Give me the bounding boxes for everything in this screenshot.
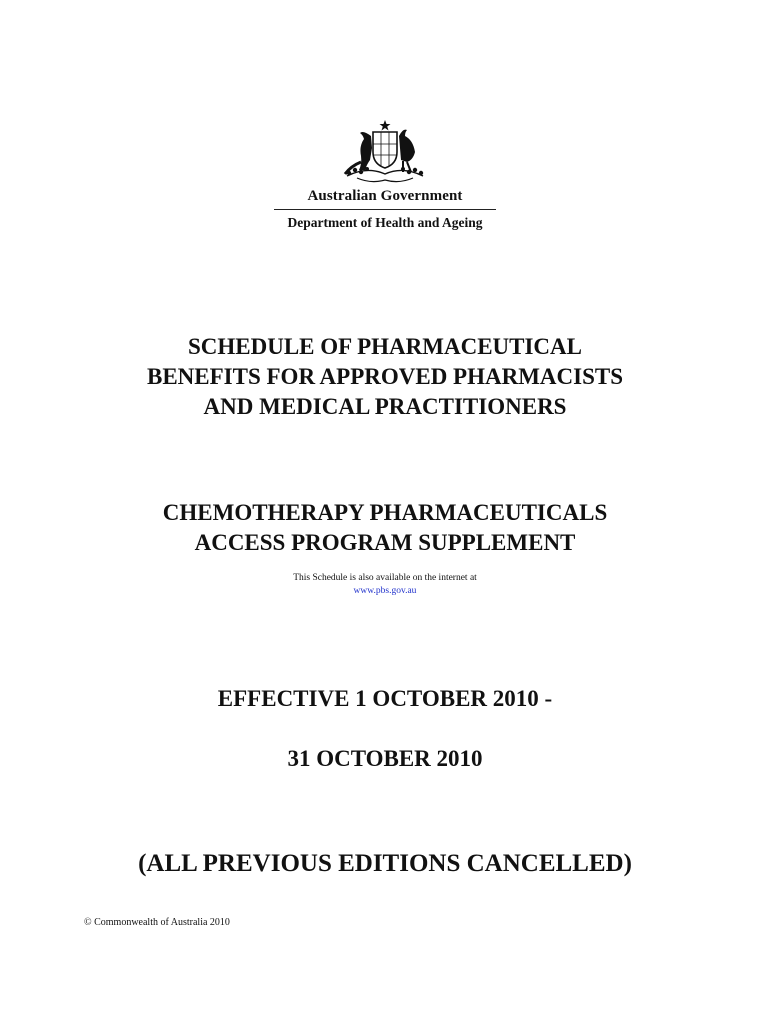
schedule-title: [0, 332, 770, 422]
header-divider: [274, 209, 496, 210]
pbs-website-link[interactable]: www.pbs.gov.au: [353, 586, 417, 596]
government-name: Australian Government: [307, 188, 463, 204]
australian-coat-of-arms-icon: [337, 118, 433, 190]
title-line-2: BENEFITS FOR APPROVED PHARMACISTS: [146, 364, 624, 389]
effective-date-start: EFFECTIVE 1 OCTOBER 2010 -: [217, 686, 553, 711]
availability-note: [0, 572, 770, 598]
effective-date-end: 31 OCTOBER 2010: [287, 746, 483, 771]
title-line-1: SCHEDULE OF PHARMACEUTICAL: [187, 334, 582, 359]
supplement-title: [0, 498, 770, 558]
availability-text: This Schedule is also available on the internet at: [293, 573, 477, 583]
title-line-3: AND MEDICAL PRACTITIONERS: [203, 394, 567, 419]
copyright-notice: © Commonwealth of Australia 2010: [84, 917, 230, 928]
subtitle-line-1: CHEMOTHERAPY PHARMACEUTICALS: [162, 500, 608, 525]
subtitle-line-2: ACCESS PROGRAM SUPPLEMENT: [194, 530, 576, 555]
cancellation-notice: (ALL PREVIOUS EDITIONS CANCELLED): [138, 850, 632, 877]
department-name: Department of Health and Ageing: [287, 215, 483, 230]
government-header: [270, 186, 500, 232]
